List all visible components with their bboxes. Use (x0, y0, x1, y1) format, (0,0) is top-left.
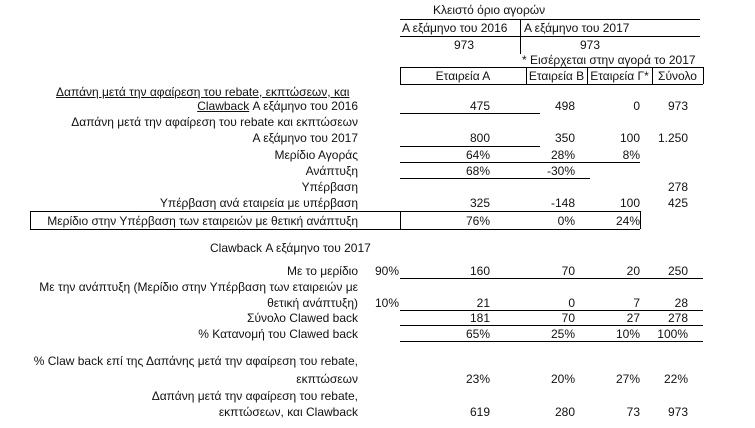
row-by-growth-company-c: 7 (633, 296, 640, 310)
share-box-bottom (30, 229, 640, 230)
row-overrun-per-company-c: 100 (619, 196, 640, 210)
row-spend-2016-company-c: 0 (633, 99, 640, 113)
row-clawback-pct-company-b: 20% (550, 372, 575, 386)
row-overrun-per-company-b: -148 (550, 196, 575, 210)
row-market-share-company-a: 64% (465, 148, 490, 162)
columns-border-right (703, 67, 704, 84)
row-overrun-per-company-a: 325 (469, 196, 490, 210)
row-spend-2017-company-b: 350 (554, 131, 575, 145)
row-spend-2017-company-a: 800 (469, 131, 490, 145)
row-clawed-allocation-rule (400, 341, 703, 342)
row-clawback-pct-label-line1: % Claw back επί της Δαπάνης μετά την αφαίρεση του rebate, (33, 354, 358, 368)
row-net-spend-label-line2: εκπτώσεων, και Clawback (218, 405, 358, 419)
row-growth-company-a: 68% (465, 164, 490, 178)
row-by-growth-label-line2: θετική ανάπτυξη) (267, 296, 358, 310)
row-market-share-rule (400, 162, 640, 163)
header-period-2017: Α εξάμηνο του 2017 (524, 21, 630, 35)
row-net-spend-company-b: 280 (554, 405, 575, 419)
column-header-total: Σύνολο (658, 69, 697, 83)
row-by-growth-percent: 10% (375, 296, 400, 310)
row-clawed-total-company-c: 27 (626, 311, 640, 325)
row-spend-2017-company-c: 100 (619, 131, 640, 145)
row-spend-2017-rule (400, 146, 540, 147)
row-overrun-per-company-total: 425 (667, 196, 688, 210)
row-net-spend-label-line1: Δαπάνη μετά την αφαίρεση του rebate, (151, 389, 358, 403)
row-net-spend-company-c: 73 (626, 405, 640, 419)
row-clawed-allocation-company-b: 25% (550, 327, 575, 341)
row-clawed-total-rule (400, 325, 703, 326)
header-value-2016: 973 (454, 38, 475, 52)
row-clawback-pct-company-c: 27% (615, 372, 640, 386)
row-clawed-allocation-company-c: 10% (615, 327, 640, 341)
row-by-share-label: Με το μερίδιο (286, 264, 358, 278)
row-by-share-rule (400, 278, 703, 279)
row-by-growth-total: 28 (674, 296, 688, 310)
row-spend-2016-total: 973 (667, 99, 688, 113)
header-top-rule (400, 19, 700, 20)
column-header-company-c: Εταιρεία Γ* (590, 69, 649, 83)
header-divider (520, 20, 521, 54)
clawback-section-title: Clawback Α εξάμηνο του 2017 (210, 241, 371, 255)
row-by-growth-company-a: 21 (476, 296, 490, 310)
row-by-share-company-c: 20 (626, 264, 640, 278)
row-clawback-pct-label-line2: εκπτώσεων (296, 372, 358, 386)
share-box-top (30, 211, 640, 212)
row-overrun-share-company-c: 24% (615, 214, 640, 228)
row-spend-2016-company-b: 498 (554, 99, 575, 113)
row-overrun-share-company-b: 0% (557, 214, 575, 228)
row-growth-company-b: -30% (546, 164, 575, 178)
row-by-share-company-a: 160 (469, 264, 490, 278)
row-clawed-total-total: 278 (667, 311, 688, 325)
row-overrun-total: 278 (667, 180, 688, 194)
row-market-share-label: Μερίδιο Αγοράς (274, 148, 358, 162)
header-note: * Εισέρχεται στην αγορά το 2017 (522, 53, 696, 67)
row-overrun-per-company-label: Υπέρβαση ανά εταιρεία με υπέρβαση (159, 196, 358, 210)
row-clawed-total-label: Σύνολο Clawed back (247, 311, 358, 325)
row-by-growth-label-line1: Με την ανάπτυξη (Μερίδιο στην Υπέρβαση των εταιρειών με (39, 280, 358, 294)
row-net-spend-total: 973 (667, 405, 688, 419)
header-period-2016: Α εξάμηνο του 2016 (402, 21, 508, 35)
row-clawed-total-company-b: 70 (561, 311, 575, 325)
row-by-share-total: 250 (667, 264, 688, 278)
row-spend-2016-rule (400, 113, 540, 114)
row-by-growth-company-b: 0 (568, 296, 575, 310)
row-by-share-percent: 90% (375, 264, 400, 278)
row-spend-2017-label-line1: Δαπάνη μετά την αφαίρεση του rebate και εκπτώσεων (71, 115, 358, 129)
row-spend-2016-label-line1: Δαπάνη μετά την αφαίρεση του rebate, εκπτώσεων, και (56, 85, 350, 99)
row-spend-2017-label-line2: Α εξάμηνο του 2017 (252, 131, 358, 145)
row-net-spend-company-a: 619 (469, 405, 490, 419)
row-market-share-company-c: 8% (622, 148, 640, 162)
row-by-share-company-b: 70 (561, 264, 575, 278)
row-overrun-share-label: Μερίδιο στην Υπέρβαση των εταιρειών με θετική ανάπτυξη (47, 214, 358, 228)
row-clawed-allocation-label: % Κατανομή του Clawed back (198, 327, 358, 341)
row-spend-2016-label-line2: Clawback Α εξάμηνο του 2016 (197, 99, 358, 113)
row-clawed-total-company-a: 181 (469, 311, 490, 325)
column-header-company-b: Εταιρεία Β (528, 69, 585, 83)
header-title: Κλειστό όριο αγορών (433, 3, 546, 17)
columns-bottom-rule (400, 84, 703, 85)
row-market-share-company-b: 28% (550, 148, 575, 162)
share-box-right (640, 211, 641, 229)
row-overrun-label: Υπέρβαση (301, 180, 358, 194)
row-growth-label: Ανάπτυξη (305, 164, 358, 178)
row-clawed-allocation-total: 100% (657, 327, 688, 341)
row-spend-2016-company-a: 475 (469, 99, 490, 113)
row-overrun-share-company-a: 76% (465, 214, 490, 228)
header-value-2017: 973 (580, 38, 601, 52)
row-spend-2017-total: 1.250 (657, 131, 688, 145)
row-growth-rule (400, 178, 590, 179)
row-clawed-allocation-company-a: 65% (465, 327, 490, 341)
columns-top-rule (400, 67, 703, 68)
row-clawback-pct-company-a: 23% (465, 372, 490, 386)
row-clawback-pct-total: 22% (663, 372, 688, 386)
header-mid-rule (400, 36, 700, 37)
column-header-company-a: Εταιρεία Α (435, 69, 491, 83)
share-box-divider (400, 211, 401, 229)
